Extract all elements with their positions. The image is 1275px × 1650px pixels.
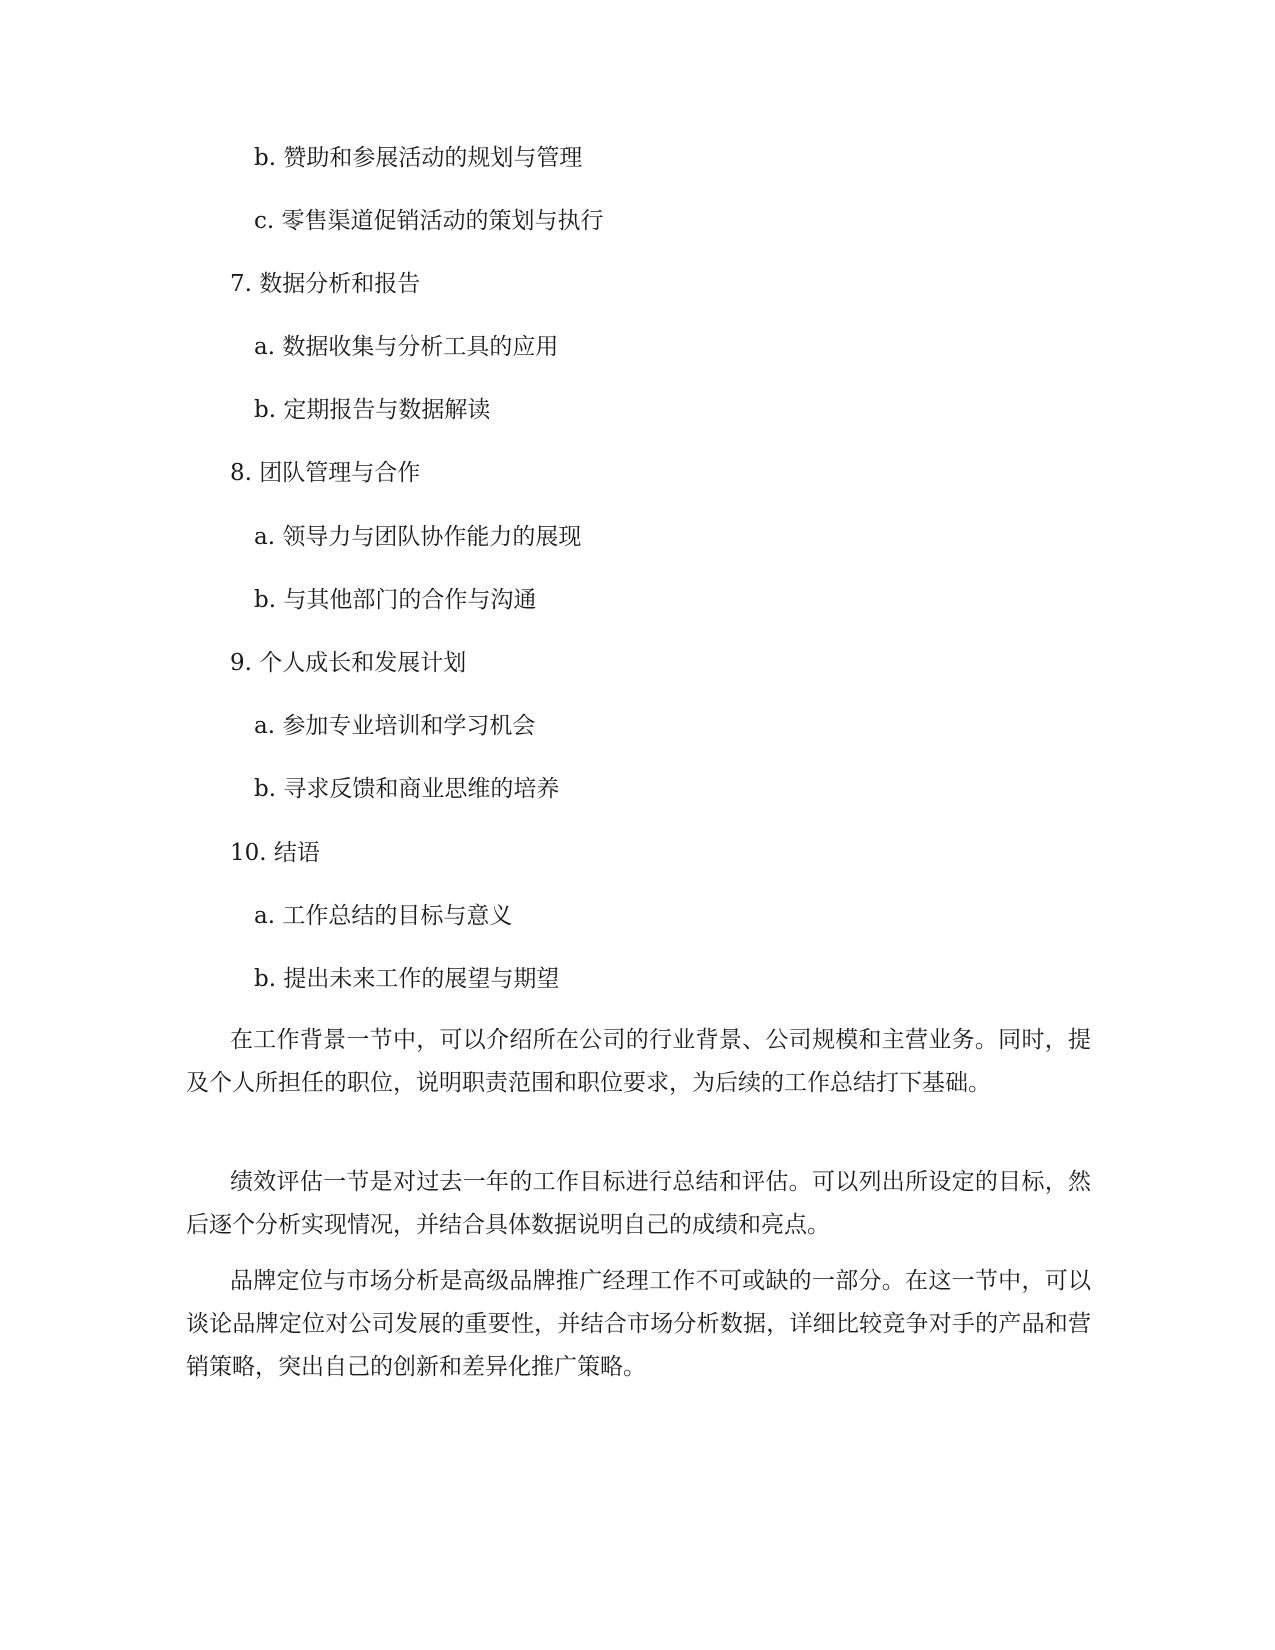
outline-item-7b: b. 定期报告与数据解读 [254, 397, 491, 423]
outline-heading-8: 8. 团队管理与合作 [230, 460, 421, 486]
outline-heading-7: 7. 数据分析和报告 [230, 271, 421, 297]
outline-item-9b: b. 寻求反馈和商业思维的培养 [254, 776, 560, 802]
outline-item-10a: a. 工作总结的目标与意义 [254, 903, 513, 929]
paragraph-background: 在工作背景一节中，可以介绍所在公司的行业背景、公司规模和主营业务。同时，提及个人所担任的职位，说明职责范围和职位要求，为后续的工作总结打下基础。 [186, 1027, 1091, 1096]
paragraph-performance: 绩效评估一节是对过去一年的工作目标进行总结和评估。可以列出所设定的目标，然后逐个分析实现情况，并结合具体数据说明自己的成绩和亮点。 [186, 1169, 1091, 1238]
outline-item-8b: b. 与其他部门的合作与沟通 [254, 587, 537, 613]
outline-item-6b: b. 赞助和参展活动的规划与管理 [254, 145, 583, 171]
paragraph-brand: 品牌定位与市场分析是高级品牌推广经理工作不可或缺的一部分。在这一节中，可以谈论品牌定位对公司发展的重要性，并结合市场分析数据，详细比较竞争对手的产品和营销策略，突出自己的创新和差异化推广策略。 [186, 1268, 1091, 1380]
outline-item-7a: a. 数据收集与分析工具的应用 [254, 334, 559, 360]
outline-item-9a: a. 参加专业培训和学习机会 [254, 713, 536, 739]
outline-heading-9: 9. 个人成长和发展计划 [230, 650, 467, 676]
outline-item-8a: a. 领导力与团队协作能力的展现 [254, 524, 582, 550]
outline-heading-10: 10. 结语 [230, 840, 320, 866]
outline-item-6c: c. 零售渠道促销活动的策划与执行 [254, 208, 604, 234]
outline-item-10b: b. 提出未来工作的展望与期望 [254, 966, 560, 992]
